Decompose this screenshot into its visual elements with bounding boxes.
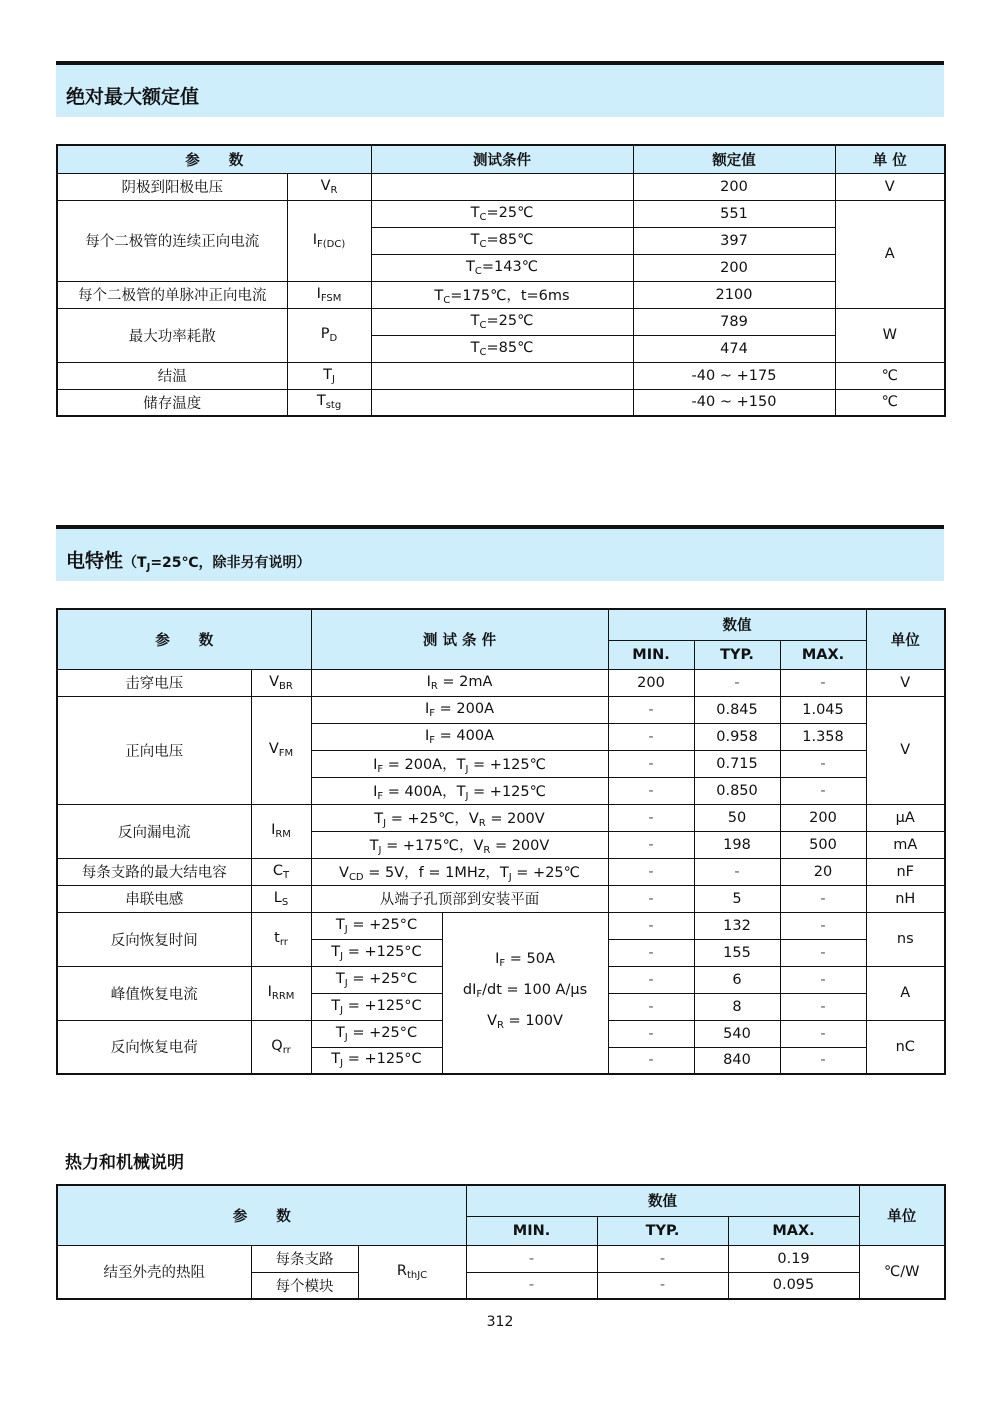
param-max: - [780, 1047, 866, 1074]
header-min: MIN. [608, 640, 694, 669]
param-typ: 50 [694, 804, 780, 831]
table-header-row [57, 1185, 945, 1216]
table-row [57, 1245, 945, 1272]
param-typ: 0.845 [694, 696, 780, 723]
param-min: - [608, 831, 694, 858]
elec-table [56, 608, 946, 1075]
param-name: 最大功率耗散 [57, 308, 287, 362]
param-cond: $I_F = 200A$，$T_J$ = +125℃ [311, 750, 608, 777]
table-row [57, 362, 945, 389]
param-cond: $T_J = +25^\circ C$ [311, 1020, 442, 1047]
header-max: MAX. [780, 640, 866, 669]
header-typ: TYP. [694, 640, 780, 669]
table-row [57, 912, 945, 939]
param-typ: 0.850 [694, 777, 780, 804]
header-value: 数值 [466, 1185, 859, 1216]
param-typ: 6 [694, 966, 780, 993]
table-row [57, 858, 945, 885]
param-symbol: $T_J$ [287, 362, 371, 389]
param-max: - [780, 777, 866, 804]
param-typ: 0.715 [694, 750, 780, 777]
param-max: - [780, 939, 866, 966]
param-unit: V [866, 696, 945, 804]
param-max: 200 [780, 804, 866, 831]
header-typ: TYP. [597, 1216, 728, 1245]
param-value: 200 [633, 173, 835, 200]
param-cond: $V_{CD} = 5V$，f = 1MHz，$T_J$ = +25℃ [311, 858, 608, 885]
table-row [57, 173, 945, 200]
param-cond: 从端子孔顶部到安装平面 [311, 885, 608, 912]
param-typ: - [597, 1272, 728, 1299]
param-max: - [780, 966, 866, 993]
header-unit: 单位 [866, 609, 945, 669]
param-symbol: $T_{stg}$ [287, 389, 371, 416]
param-min: - [608, 1020, 694, 1047]
param-value: 2100 [633, 281, 835, 308]
thermal-table [56, 1184, 946, 1300]
param-min: - [608, 939, 694, 966]
param-cond: $T_J = +25^\circ C$ [311, 912, 442, 939]
thermal-title: 热力和机械说明 [65, 1153, 184, 1173]
table-row [57, 389, 945, 416]
table-row [57, 669, 945, 696]
param-max: 20 [780, 858, 866, 885]
header-param: 参 数 [57, 609, 311, 669]
table-header-row [57, 609, 945, 640]
header-unit: 单 位 [835, 145, 945, 173]
param-symbol: $V_R$ [287, 173, 371, 200]
header-cond: 测 试 条 件 [311, 609, 608, 669]
table-row [57, 804, 945, 831]
param-cond [371, 173, 633, 200]
param-name: 击穿电压 [57, 669, 251, 696]
param-max: - [780, 912, 866, 939]
param-value: -40 ~ +175 [633, 362, 835, 389]
elec-title: 电特性（$T_J=25℃$，除非另有说明） [66, 550, 311, 573]
param-typ: - [694, 669, 780, 696]
param-name: 反向恢复电荷 [57, 1020, 251, 1074]
param-max: 0.19 [728, 1245, 859, 1272]
param-typ: - [597, 1245, 728, 1272]
param-min: - [466, 1245, 597, 1272]
param-name: 每个二极管的连续正向电流 [57, 200, 287, 281]
param-min: - [608, 1047, 694, 1074]
param-name: 储存温度 [57, 389, 287, 416]
header-value: 数值 [608, 609, 866, 640]
param-symbol: $I_{F(DC)}$ [287, 200, 371, 281]
param-max: 1.045 [780, 696, 866, 723]
param-cond: $T_C=143℃$ [371, 254, 633, 281]
param-symbol: $I_{RM}$ [251, 804, 311, 858]
param-value: 551 [633, 200, 835, 227]
param-min: - [608, 993, 694, 1020]
param-max: 500 [780, 831, 866, 858]
table-header-row [57, 145, 945, 173]
param-cond: $T_J = +125^\circ C$ [311, 939, 442, 966]
param-cond: $T_C=25℃$ [371, 308, 633, 335]
param-typ: 840 [694, 1047, 780, 1074]
param-typ: 8 [694, 993, 780, 1020]
table-row [57, 200, 945, 227]
param-value: -40 ~ +150 [633, 389, 835, 416]
param-symbol: $L_S$ [251, 885, 311, 912]
param-max: 0.095 [728, 1272, 859, 1299]
param-typ: 198 [694, 831, 780, 858]
param-symbol: $I_{FSM}$ [287, 281, 371, 308]
table-row [57, 696, 945, 723]
param-unit: μA [866, 804, 945, 831]
param-typ: 0.958 [694, 723, 780, 750]
param-symbol: $I_{RRM}$ [251, 966, 311, 1020]
param-min: 200 [608, 669, 694, 696]
param-max: - [780, 669, 866, 696]
param-typ: 132 [694, 912, 780, 939]
param-typ: - [694, 858, 780, 885]
param-max: - [780, 750, 866, 777]
param-cond: $T_J = +125^\circ C$ [311, 1047, 442, 1074]
param-symbol: $P_D$ [287, 308, 371, 362]
param-name: 反向漏电流 [57, 804, 251, 858]
param-name: 峰值恢复电流 [57, 966, 251, 1020]
page-number: 312 [486, 1314, 514, 1330]
param-name: 结温 [57, 362, 287, 389]
param-unit: A [866, 966, 945, 1020]
param-typ: 155 [694, 939, 780, 966]
param-max: - [780, 1020, 866, 1047]
param-name: 反向恢复时间 [57, 912, 251, 966]
table-row [57, 281, 945, 308]
param-unit: W [835, 308, 945, 362]
abs-max-table [56, 144, 946, 417]
param-cond: $T_C=25℃$ [371, 200, 633, 227]
param-unit: ℃/W [859, 1245, 945, 1299]
param-cond: $T_C=85℃$ [371, 335, 633, 362]
param-min: - [608, 696, 694, 723]
header-param: 参 数 [57, 145, 371, 173]
param-name: 结至外壳的热阻 [57, 1245, 251, 1299]
param-symbol: $Q_{rr}$ [251, 1020, 311, 1074]
param-cond: $T_J = +25^\circ C$ [311, 966, 442, 993]
param-symbol: $V_{BR}$ [251, 669, 311, 696]
param-unit: A [835, 200, 945, 308]
param-cond: $I_F = 400A$ [311, 723, 608, 750]
param-symbol: $V_{FM}$ [251, 696, 311, 804]
shared-recovery-cond: $I_F = 50A$ $dI_F/dt = 100$ A/μs $V_R = 100V$ [442, 912, 608, 1074]
param-unit: nH [866, 885, 945, 912]
param-min: - [608, 777, 694, 804]
param-min: - [608, 804, 694, 831]
param-unit: nF [866, 858, 945, 885]
param-value: 397 [633, 227, 835, 254]
param-symbol: $t_{rr}$ [251, 912, 311, 966]
header-unit: 单位 [859, 1185, 945, 1245]
param-min: - [466, 1272, 597, 1299]
param-value: 200 [633, 254, 835, 281]
param-cond: $T_J$ = +25℃，$V_R = 200V$ [311, 804, 608, 831]
param-unit: ns [866, 912, 945, 966]
param-cond: $T_J = +125^\circ C$ [311, 993, 442, 1020]
abs-max-header-bar [56, 61, 944, 117]
param-name: 正向电压 [57, 696, 251, 804]
param-sub-label: 每条支路 [251, 1245, 358, 1272]
table-row [57, 885, 945, 912]
param-name: 串联电感 [57, 885, 251, 912]
abs-max-title: 绝对最大额定值 [66, 86, 200, 108]
table-row [57, 308, 945, 335]
param-cond: $I_F = 200A$ [311, 696, 608, 723]
param-min: - [608, 750, 694, 777]
param-cond: $T_C=175℃$，t=6ms [371, 281, 633, 308]
param-min: - [608, 885, 694, 912]
param-max: 1.358 [780, 723, 866, 750]
param-min: - [608, 723, 694, 750]
header-cond: 测试条件 [371, 145, 633, 173]
param-cond: $I_R = 2mA$ [311, 669, 608, 696]
param-unit: ℃ [835, 389, 945, 416]
param-symbol: $R_{thJC}$ [358, 1245, 466, 1299]
param-name: 每条支路的最大结电容 [57, 858, 251, 885]
param-min: - [608, 912, 694, 939]
param-cond [371, 389, 633, 416]
header-max: MAX. [728, 1216, 859, 1245]
header-min: MIN. [466, 1216, 597, 1245]
param-value: 474 [633, 335, 835, 362]
param-max: - [780, 885, 866, 912]
param-cond: $T_J$ = +175℃，$V_R = 200V$ [311, 831, 608, 858]
param-cond: $I_F = 400A$，$T_J$ = +125℃ [311, 777, 608, 804]
param-unit: mA [866, 831, 945, 858]
param-name: 阴极到阳极电压 [57, 173, 287, 200]
param-min: - [608, 858, 694, 885]
param-unit: V [866, 669, 945, 696]
param-typ: 540 [694, 1020, 780, 1047]
param-value: 789 [633, 308, 835, 335]
param-max: - [780, 993, 866, 1020]
header-param: 参 数 [57, 1185, 466, 1245]
param-unit: ℃ [835, 362, 945, 389]
header-rating: 额定值 [633, 145, 835, 173]
param-sub-label: 每个模块 [251, 1272, 358, 1299]
param-unit: nC [866, 1020, 945, 1074]
param-typ: 5 [694, 885, 780, 912]
param-symbol: $C_T$ [251, 858, 311, 885]
param-unit: V [835, 173, 945, 200]
param-cond: $T_C=85℃$ [371, 227, 633, 254]
param-cond [371, 362, 633, 389]
elec-header-bar [56, 525, 944, 581]
param-min: - [608, 966, 694, 993]
param-name: 每个二极管的单脉冲正向电流 [57, 281, 287, 308]
